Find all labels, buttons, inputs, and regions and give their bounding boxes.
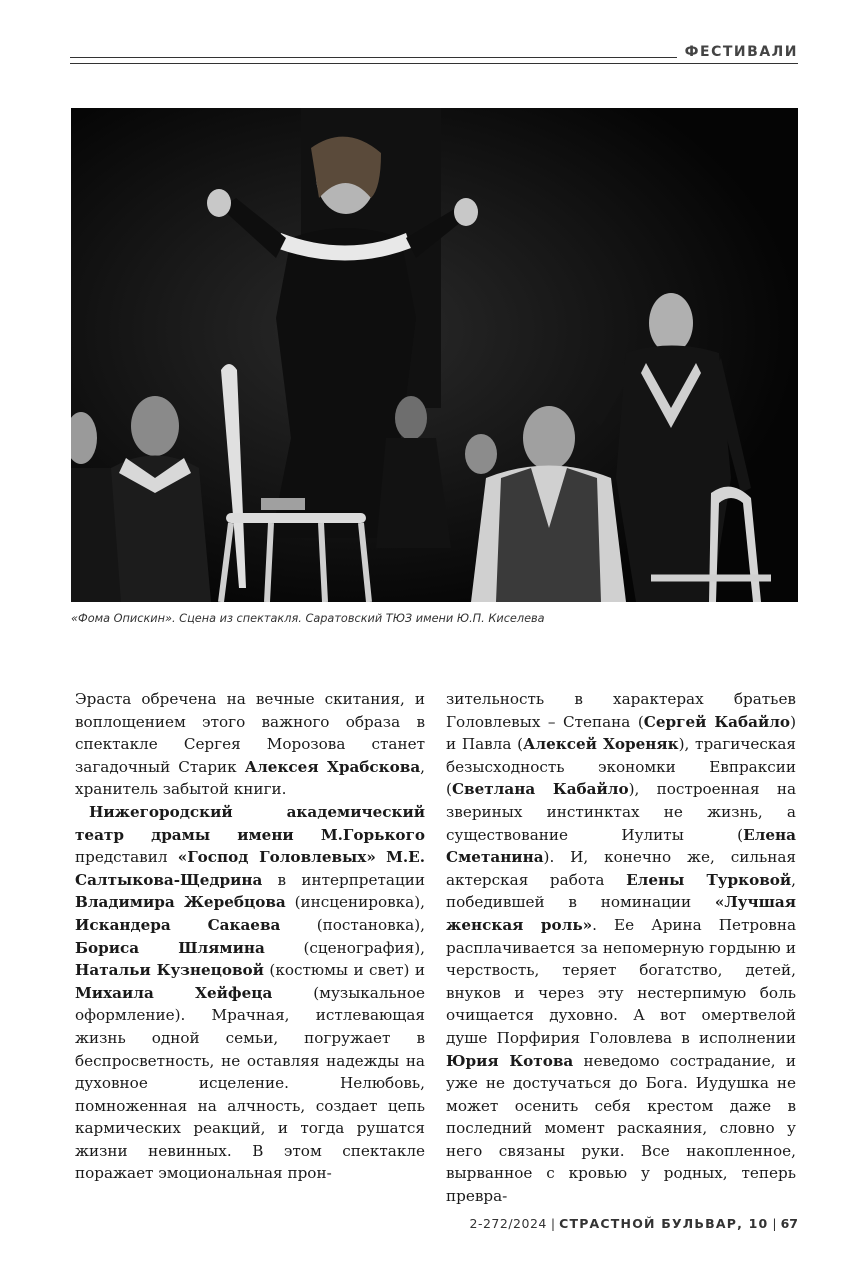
text-run: (инсценировка), [285,893,425,912]
text-run: , победившей в номинации [446,870,796,912]
bold-name: Елена Сметанина [446,825,796,867]
bold-name: Алексей Хореняк [523,735,679,754]
page-number: 67 [780,1216,798,1231]
text-run: , хранитель забытой книги. [75,757,425,799]
header-rule-bottom [70,63,798,64]
text-run: неведомо сострадание, и уже не достучаться до Бога. Иудушка не может осенить себя крестом даже в последний момент раскаяния, словно у него связаны руки. Все накопленное, вырванное с кровью у родных, теперь превра- [446,1051,796,1206]
page-footer [470,1216,798,1231]
bold-name: Елены Турковой [626,870,792,889]
header-rule-top [70,57,678,58]
bold-name: Владимира Жеребцова [75,893,286,912]
section-label: ФЕСТИВАЛИ [677,44,798,60]
bold-name: М.Е. Салтыкова-Щедрина [75,848,426,889]
stage-photo-illustration [71,108,798,602]
text-run: (костюмы и свет) и [263,961,425,980]
stage-photo [71,108,798,602]
body-paragraph [446,688,796,1208]
body-paragraph [75,688,425,801]
text-run: ), построенная на звериных инстинктах не жизнь, а существование Иулиты ( [446,780,796,844]
bold-name: Бориса Шлямина [75,938,265,957]
bold-name: Натальи Кузнецовой [75,961,264,980]
text-run: . Ее Арина Петровна расплачивается за непомерную гордыню и черствость, теряет богатство, детей, внуков и через эту нестерпимую боль очищается духовно. А вот омертвелой душе Порфирия Головлева в исполнении [446,915,796,1047]
bold-name: Алексея Храбскова [244,757,421,776]
text-run: ). И, конечно же, сильная актерская работа [446,848,796,889]
bold-name: Юрия Котова [446,1051,574,1070]
text-run [376,848,386,866]
text-run: Эраста обречена на вечные скитания, и воплощением этого важного образа в спектакле Сергея Морозова станет загадочный Старик [75,690,425,776]
bold-name: Михаила Хейфеца [75,983,273,1002]
footer-separator: | [550,1216,556,1231]
magazine-title: СТРАСТНОЙ БУЛЬВАР, 10 [559,1216,769,1231]
body-paragraph [75,801,425,1185]
issue-number: 2-272/2024 [469,1216,547,1231]
text-run: в интерпретации [262,870,425,889]
text-run: ), трагическая безысходность экономки Евпраксии ( [446,735,796,799]
text-run: (постановка), [280,915,425,934]
bold-name: Нижегородский академический театр драмы имени М.Горького [75,802,425,844]
bold-name: Светлана Кабайло [451,780,629,799]
text-column-left [75,688,425,1185]
text-run: зительность в характерах братьев Головлевых – Степана ( [446,690,796,731]
bold-name: Сергей Кабайло [643,712,791,731]
text-run: ) и Павла ( [446,712,796,754]
footer-separator: | [772,1216,777,1231]
bold-name: Искандера Сакаева [75,915,281,934]
bold-name: «Лучшая женская роль» [446,893,796,934]
bold-name: «Господ Головлевых» [177,848,376,867]
text-run: представил [75,848,178,867]
text-run: (музыкальное оформление). Мрачная, истлевающая жизнь одной семьи, погружает в беспросветность, не оставляя надежды на духовное исцеление. Нелюбовь, помноженная на алчность, создает цепь кармических реакций, и тогда рушатся жизни невинных. В этом спектакле поражает эмоциональная прон- [75,983,425,1183]
text-column-right [446,688,796,1208]
text-run: (сценография), [264,938,426,957]
photo-caption: «Фома Опискин». Сцена из спектакля. Саратовский ТЮЗ имени Ю.П. Киселева [71,612,545,625]
